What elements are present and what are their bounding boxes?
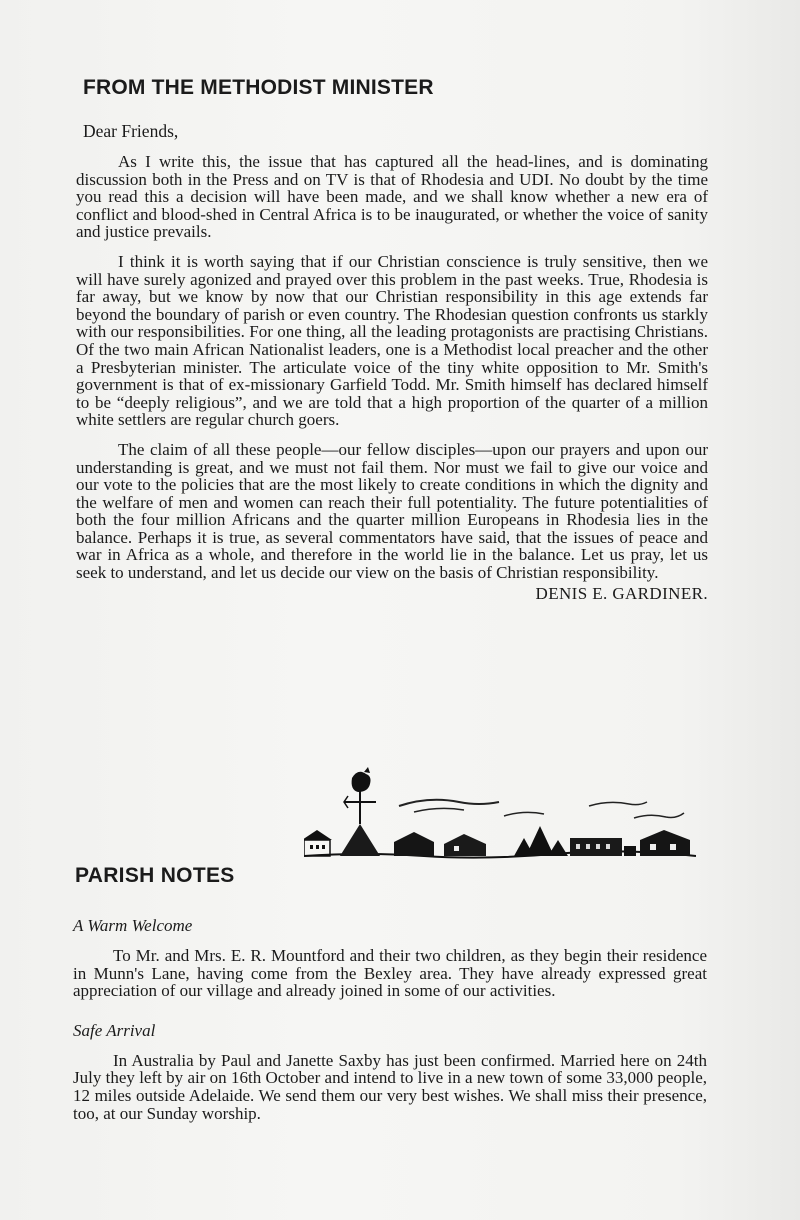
- village-weathervane-icon: [304, 766, 696, 862]
- note-text: In Australia by Paul and Janette Saxby has just been confirmed. Married here on 24th July they left by air on 16th October and intend to live in a new town of some 33,000 people, 12 miles outside Adelaide. We send them our very best wishes. We shall miss their presence, too, at our Sunday worship.: [73, 1050, 707, 1123]
- letter-paragraph-2: I think it is worth saying that if our Christian conscience is truly sensitive, then we will have surely agonized and prayed over this problem in the past weeks. True, Rhodesia is far away, but we know by now that our Christian responsibility in this age extends far beyond the boundary of parish or even country. The Rhodesian question confronts us starkly with our responsibilities. For one thing, all the leading protagonists are practising Christians. Of the two main African Nationalist leaders, one is a Methodist local preacher and the other a Presbyterian minister. The articulate voice of the tiny white opposition to Mr. Smith's government is that of ex-missionary Garfield Todd. Mr. Smith himself has declared himself to be “deeply religious”, and we are told that a high proportion of the quarter of a million white settlers are regular church goers.: [76, 251, 708, 430]
- minister-letter: [76, 72, 708, 604]
- letter-heading: FROM THE METHODIST MINISTER: [83, 76, 434, 99]
- note-title: A Warm Welcome: [73, 916, 193, 935]
- letter-salutation: Dear Friends,: [83, 121, 179, 141]
- letter-paragraph-1: As I write this, the issue that has captured all the head-lines, and is dominating discussion both in the Press and on TV is that of Rhodesia and UDI. No doubt by the time you read this a decision will have been made, and we shall know whether a new era of conflict and blood-shed in Central Africa is to be inaugurated, or whether the voice of sanity and justice prevails.: [76, 152, 708, 242]
- letter-paragraph-3: The claim of all these people—our fellow disciples—upon our prayers and upon our understanding is great, and we must not fail them. Nor must we fail to give our voice and our vote to the policies that are the most likely to create conditions in which the dignity and the welfare of men and women can reach their full potentiality. The future potentialities of both the four million Africans and the quarter million Europeans in Rhodesia lies in the balance. Perhaps it is true, as several commentators have said, that the issues of peace and war in Africa as a whole, and therefore in the world lie in the balance. Let us pray, let us seek to understand, and let us decide our view on the basis of Christian responsibility.: [76, 439, 708, 583]
- parish-notes-heading: PARISH NOTES: [75, 864, 235, 887]
- note-text: To Mr. and Mrs. E. R. Mountford and their two children, as they begin their residence in Munn's Lane, having come from the Bexley area. They have already expressed great appreciation of our village and already joined in some of our activities.: [73, 946, 707, 1001]
- letter-signature: DENIS E. GARDINER.: [535, 583, 708, 603]
- parish-notes-list: [73, 915, 707, 1142]
- note-title: Safe Arrival: [73, 1020, 156, 1040]
